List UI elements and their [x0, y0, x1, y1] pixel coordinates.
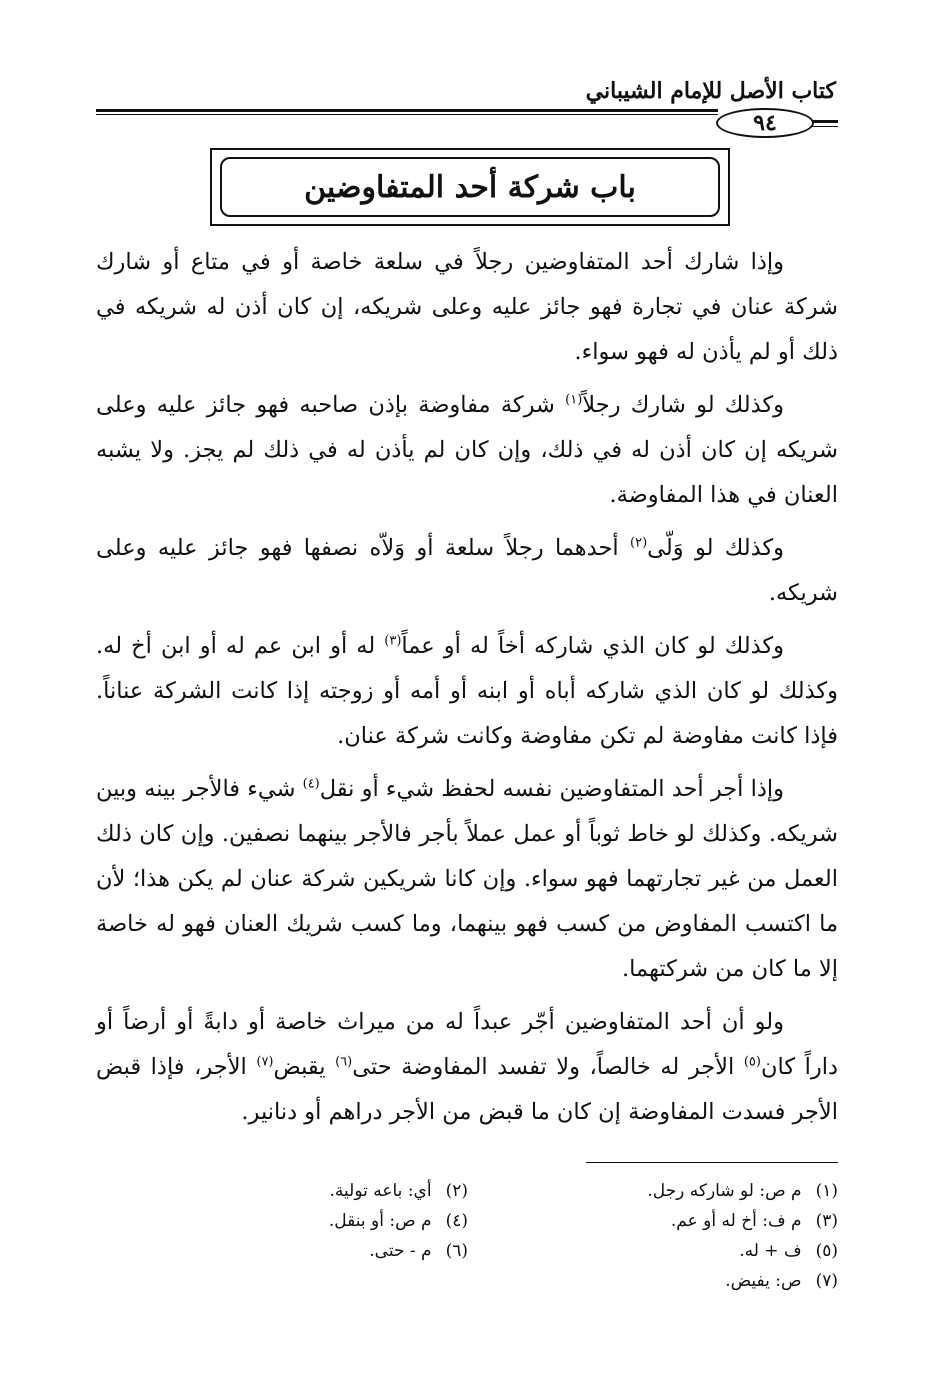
running-title: كتاب الأصل للإمام الشيباني [585, 78, 836, 104]
paragraph-text: وإذا شارك أحد المتفاوضين رجلاً في سلعة خاصة أو في متاع أو شارك شركة عنان في تجارة فهو جائز عليه وعلى شريكه، إن كان أذن له شريكه في ذلك أو لم يأذن له فهو سواء. [96, 249, 838, 365]
footnote-row [96, 1266, 838, 1296]
paragraph [96, 767, 838, 992]
body-text [96, 240, 838, 1143]
footnote [468, 1206, 838, 1236]
paragraph-text: وكذلك لو وَلّى [647, 535, 784, 561]
paragraph-text: شيء فالأجر بينه وبين شريكه. وكذلك لو خاط ثوباً أو عمل عملاً بأجر فالأجر بينهما نصفين. وإن كان ذلك العمل من غير تجارتهما فهو سواء. وإن كانا شريكين شركة عنان لم يكن هذا؛ لأن ما اكتسب المفاوض من كسب فهو بينهما، وما كسب شريك العنان فهو له خاصة إلا ما كان من شركتهما. [96, 776, 838, 982]
footnote-row [96, 1236, 838, 1266]
header-rule-thin [96, 114, 718, 115]
paragraph-text: وكذلك لو كان الذي شاركه أخاً له أو عماً [401, 633, 784, 659]
footnote-text: م ف: أخ له أو عم. [670, 1211, 802, 1231]
footnote [468, 1266, 838, 1296]
page-number-text: ٩٤ [753, 110, 777, 136]
footnote-marker: (٥) [743, 1054, 761, 1070]
footnote-marker: (١) [565, 392, 583, 408]
footnote-text: ص: يفيض. [725, 1271, 802, 1291]
header-rule-short [812, 120, 838, 123]
paragraph-text: أحدهما رجلاً سلعة أو وَلاّه نصفها فهو جائز عليه وعلى شريكه. [96, 535, 838, 606]
footnote-marker: (٢) [630, 535, 648, 551]
header-rule [96, 109, 718, 112]
paragraph-text: ولو أن أحد المتفاوضين أجّر عبداً له من ميراث خاصة أو دابةً أو أرضاً أو داراً كان [96, 1009, 838, 1080]
paragraph-text: له أو ابن عم له أو ابن أخ له. وكذلك لو كان الذي شاركه أباه أو ابنه أو أمه أو زوجته إذا كانت الشركة عناناً. فإذا كانت مفاوضة لم تكن مفاوضة وكانت شركة عنان. [96, 633, 838, 749]
paragraph-text: الأجر له خالصاً، ولا تفسد المفاوضة حتى [352, 1054, 744, 1080]
footnote-number: (٥) [815, 1241, 838, 1261]
chapter-title-frame [210, 148, 730, 226]
paragraph-text: وكذلك لو شارك رجلاً [582, 392, 785, 418]
header-rule-short-thin [812, 126, 838, 127]
footnote-number: (٣) [815, 1211, 838, 1231]
paragraph [96, 526, 838, 616]
paragraph [96, 383, 838, 518]
footnote [98, 1266, 468, 1296]
footnotes [96, 1176, 838, 1296]
footnote [468, 1176, 838, 1206]
paragraph [96, 240, 838, 375]
paragraph [96, 624, 838, 759]
footnote-text: ف + له. [739, 1241, 802, 1261]
footnote-text: م ص: أو بنقل. [328, 1211, 432, 1231]
footnote [468, 1236, 838, 1266]
footnote [98, 1206, 468, 1236]
footnote-text: أي: باعه تولية. [329, 1181, 432, 1201]
paragraph-text: وإذا أجر أحد المتفاوضين نفسه لحفظ شيء أو نقل [319, 776, 784, 802]
footnote-number: (١) [815, 1181, 838, 1201]
footnote-number: (٧) [815, 1271, 838, 1291]
page-number [716, 108, 814, 138]
chapter-title-inner-frame [220, 157, 720, 217]
footnote-number: (٤) [445, 1211, 468, 1231]
paragraph-text: الأجر، فإذا قبض الأجر فسدت المفاوضة إن كان ما قبض من الأجر دراهم أو دنانير. [96, 1054, 838, 1125]
footnote [98, 1176, 468, 1206]
footnote-rule [586, 1162, 838, 1163]
footnote-text: م ص: لو شاركه رجل. [647, 1181, 802, 1201]
footnote-number: (٢) [445, 1181, 468, 1201]
footnote-marker: (٣) [384, 633, 402, 649]
chapter-title: باب شركة أحد المتفاوضين [304, 169, 636, 205]
footnote-row [96, 1206, 838, 1236]
footnote-row [96, 1176, 838, 1206]
paragraph [96, 1000, 838, 1135]
footnote-marker: (٧) [256, 1054, 274, 1070]
paragraph-text: يقبض [273, 1054, 336, 1080]
footnote-number: (٦) [445, 1241, 468, 1261]
footnote [98, 1236, 468, 1266]
footnote-text: م - حتى. [369, 1241, 432, 1261]
footnote-marker: (٦) [335, 1054, 353, 1070]
paragraph-text: شركة مفاوضة بإذن صاحبه فهو جائز عليه وعلى شريكه إن كان أذن له في ذلك، وإن كان لم يأذن له في ذلك لم يجز. ولا يشبه العنان في هذا المفاوضة. [96, 392, 838, 508]
footnote-marker: (٤) [302, 776, 320, 792]
